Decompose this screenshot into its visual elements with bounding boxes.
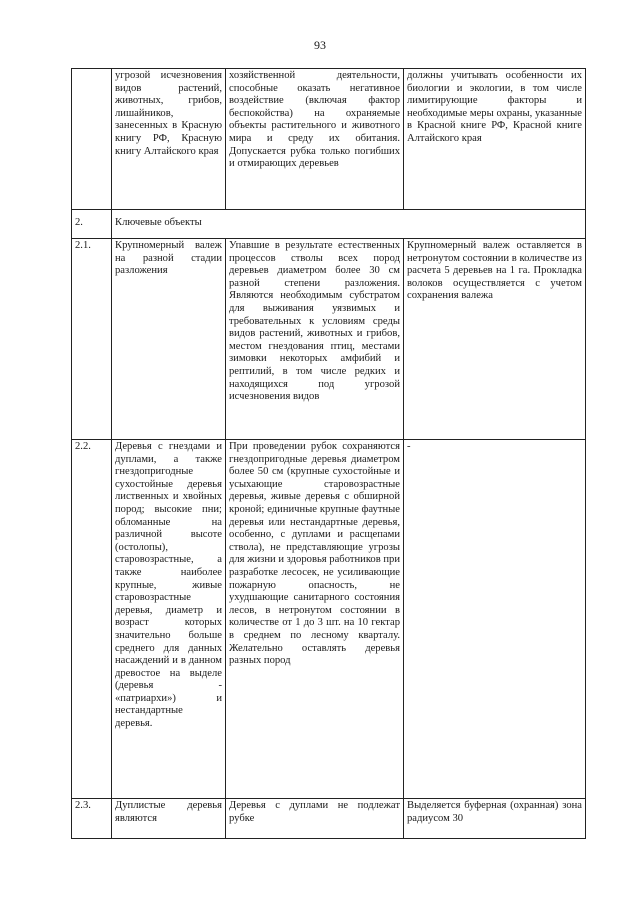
table-row: [72, 799, 586, 839]
object-cell: Деревья с гнездами и дуплами, а также гнездопригодные сухостойные деревья лиственных и хвойных пород; высокие пни; обломанные на различной высоте (остолопы), старовозрастные, а также наиболее крупные, живые старовозрастные деревья, диаметр и возраст которых значительно больше среднего для данных насаждений и в данном древостое на выделе (деревья - «патриархи») и нестандартные деревья.: [112, 440, 226, 799]
section-title: Ключевые объекты: [112, 210, 586, 239]
requirements-cell: должны учитывать особенности их биологии и экологии, в том числе лимитирующие факторы и необходимые меры охраны, указанные в Красной книге РФ, Красной книге Алтайского края: [404, 69, 586, 210]
table-row: [72, 69, 586, 210]
object-cell: Крупномерный валеж на разной стадии разложения: [112, 239, 226, 440]
section-number: 2.: [72, 210, 112, 239]
page-number: 93: [314, 38, 326, 52]
row-number: 2.3.: [72, 799, 112, 839]
section-row: [72, 210, 586, 239]
requirements-cell: Крупномерный валеж оставляется в нетронутом состоянии в количестве из расчета 5 деревьев на 1 га. Прокладка волоков осуществляется с учетом сохранения валежа: [404, 239, 586, 440]
object-cell: Дуплистые деревья являются: [112, 799, 226, 839]
row-number: 2.2.: [72, 440, 112, 799]
requirements-cell: -: [404, 440, 586, 799]
description-cell: Деревья с дуплами не подлежат рубке: [226, 799, 404, 839]
row-number: 2.1.: [72, 239, 112, 440]
description-cell: При проведении рубок сохраняются гнездопригодные деревья диаметром более 50 см (крупные сухостойные и усыхающие старовозрастные деревья, живые деревья с обширной кроной; единичные крупные фаутные деревья или нестандартные деревья, особенно, с дуплами и расщепами ствола), не представляющие угрозы для жизни и здоровья работников при разработке лесосек, не усиливающие пожарную опасность, не ухудшающие санитарного состояния лесов, в нетронутом состоянии в количестве от 1 до 3 шт. на 10 гектар в среднем по лесному кварталу. Желательно оставлять деревья разных пород: [226, 440, 404, 799]
object-cell: угрозой исчезновения видов растений, животных, грибов, лишайников, занесенных в Красную книгу РФ, Красную книгу Алтайского края: [112, 69, 226, 210]
table-row: [72, 239, 586, 440]
row-number: [72, 69, 112, 210]
description-cell: хозяйственной деятельности, способные оказать негативное воздействие (включая фактор беспокойства) на охраняемые объекты растительного и животного мира и среду их обитания. Допускается рубка только погибших и отмирающих деревьев: [226, 69, 404, 210]
description-cell: Упавшие в результате естественных процессов стволы всех пород деревьев диаметром более 30 см разной степени разложения. Являются необходимым субстратом для выживания уязвимых и требовательных к условиям среды видов растений, животных и грибов, местом гнездования птиц, местами зимовки некоторых амфибий и рептилий, в том числе редких и находящихся под угрозой исчезновения видов: [226, 239, 404, 440]
table-row: [72, 440, 586, 799]
requirements-cell: Выделяется буферная (охранная) зона радиусом 30: [404, 799, 586, 839]
regulation-table: [71, 68, 586, 839]
